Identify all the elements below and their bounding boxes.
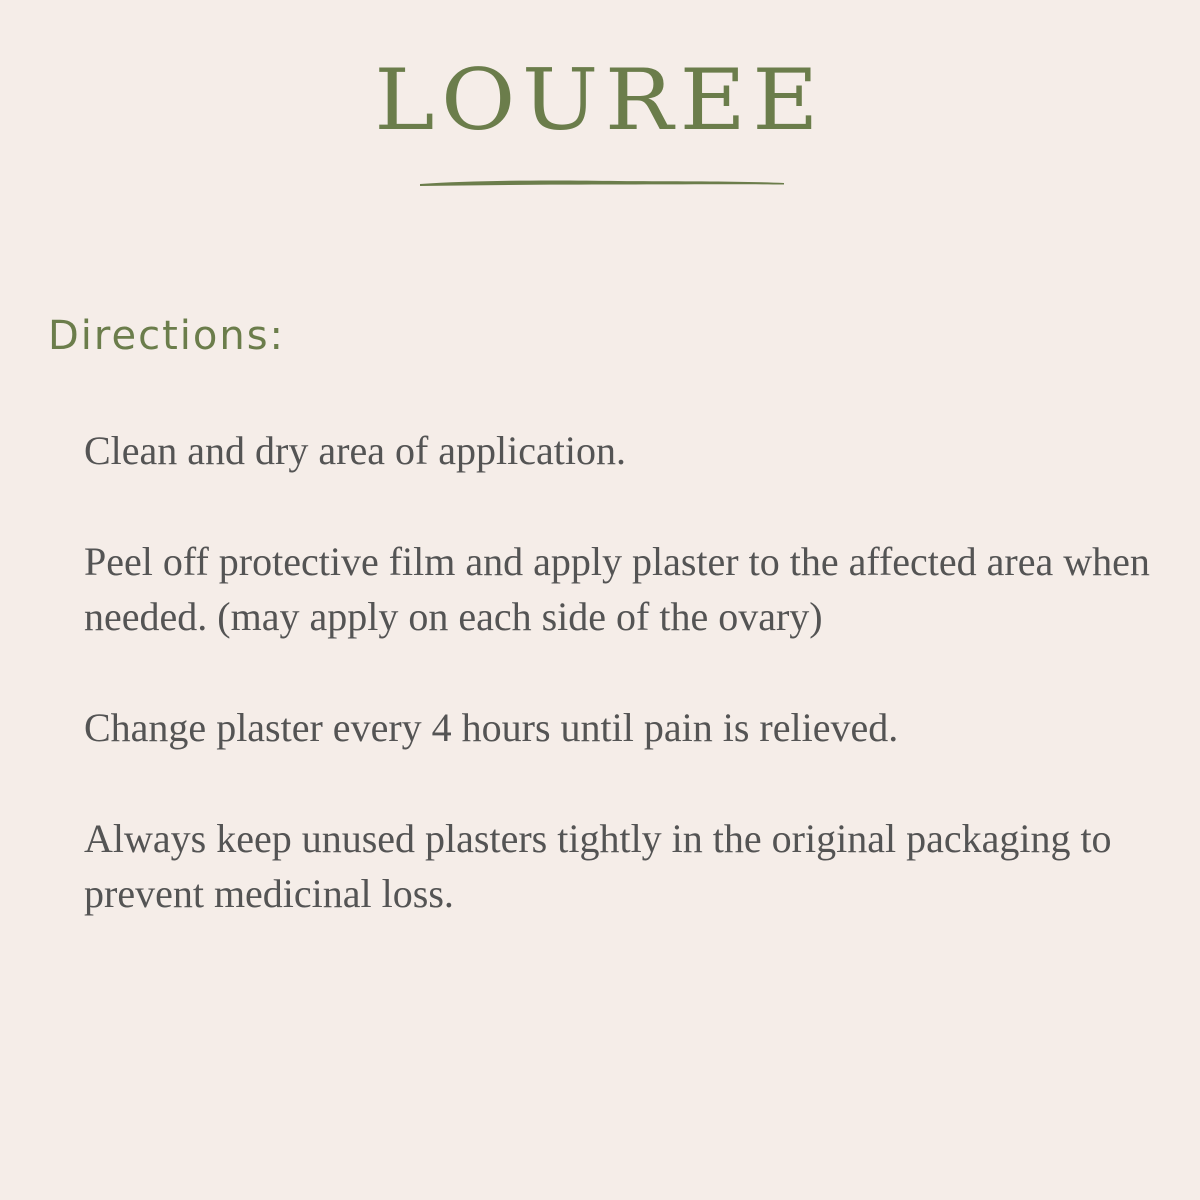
brand-name: LOUREE xyxy=(374,51,826,149)
directions-list xyxy=(84,423,1164,921)
brush-underline-icon xyxy=(418,178,786,188)
direction-item: Clean and dry area of application. xyxy=(84,428,626,473)
brand-logo xyxy=(0,51,1200,149)
underline-stroke xyxy=(420,180,784,186)
section-title: Directions: xyxy=(48,313,286,359)
direction-item: Change plaster every 4 hours until pain is relieved. xyxy=(84,705,899,750)
direction-item: Always keep unused plasters tightly in the original packaging to prevent medicinal loss. xyxy=(84,816,1112,916)
direction-item: Peel off protective film and apply plaster to the affected area when needed. (may apply on each side of the ovary) xyxy=(84,539,1150,639)
